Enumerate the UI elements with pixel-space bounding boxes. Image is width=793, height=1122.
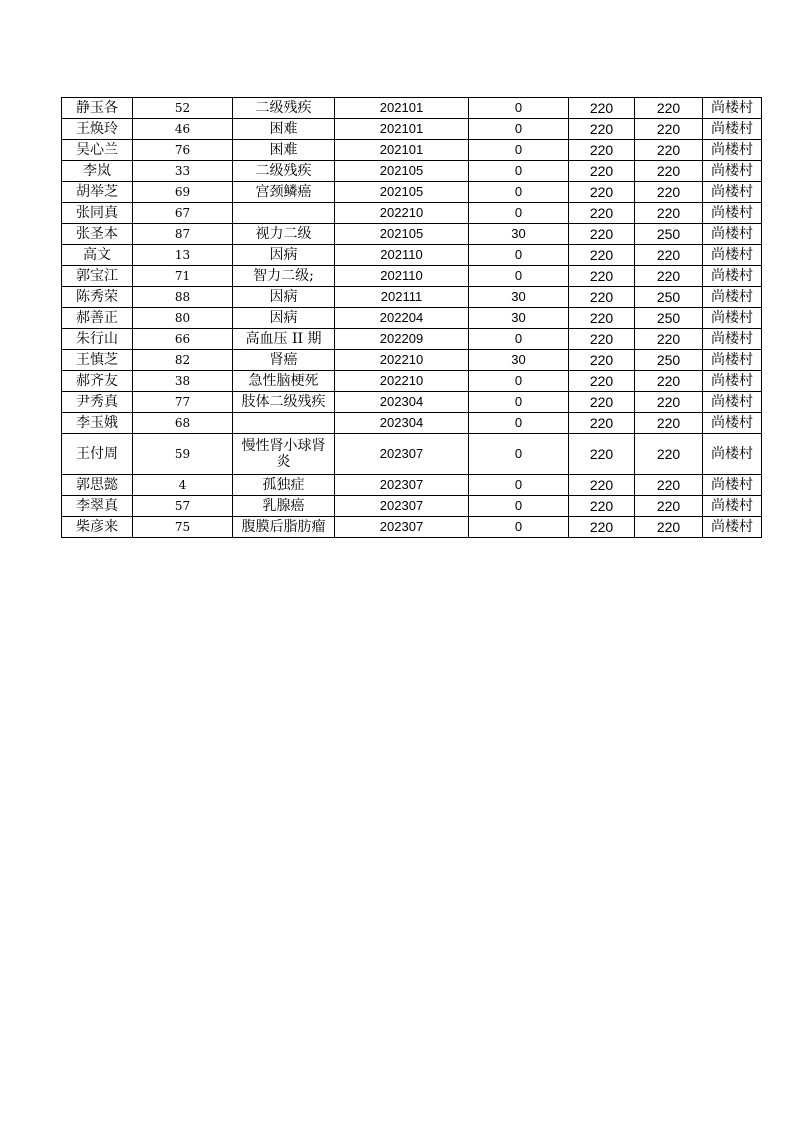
age-cell: 71: [133, 266, 233, 287]
name-cell: 李岚: [62, 161, 133, 182]
condition-cell: 孤独症: [233, 475, 335, 496]
base-amount-cell: 220: [569, 287, 635, 308]
date-cell: 202101: [335, 119, 469, 140]
village-cell: 尚楼村: [703, 517, 762, 538]
table-row: [62, 119, 762, 140]
table-row: [62, 161, 762, 182]
name-cell: 李翠真: [62, 496, 133, 517]
age-cell: 69: [133, 182, 233, 203]
table-row: [62, 266, 762, 287]
table-row: [62, 308, 762, 329]
extra-amount-cell: 0: [469, 496, 569, 517]
age-cell: 57: [133, 496, 233, 517]
village-cell: 尚楼村: [703, 371, 762, 392]
base-amount-cell: 220: [569, 475, 635, 496]
name-cell: 陈秀荣: [62, 287, 133, 308]
date-cell: 202209: [335, 329, 469, 350]
total-amount-cell: 220: [635, 434, 703, 475]
name-cell: 朱行山: [62, 329, 133, 350]
name-cell: 王焕玲: [62, 119, 133, 140]
base-amount-cell: 220: [569, 140, 635, 161]
date-cell: 202307: [335, 517, 469, 538]
village-cell: 尚楼村: [703, 98, 762, 119]
condition-cell: 急性脑梗死: [233, 371, 335, 392]
date-cell: 202307: [335, 434, 469, 475]
condition-cell: 宫颈鳞癌: [233, 182, 335, 203]
condition-cell: [233, 413, 335, 434]
age-cell: 59: [133, 434, 233, 475]
age-cell: 88: [133, 287, 233, 308]
village-cell: 尚楼村: [703, 224, 762, 245]
age-cell: 46: [133, 119, 233, 140]
name-cell: 高文: [62, 245, 133, 266]
date-cell: 202304: [335, 392, 469, 413]
village-cell: 尚楼村: [703, 287, 762, 308]
total-amount-cell: 220: [635, 496, 703, 517]
extra-amount-cell: 0: [469, 475, 569, 496]
name-cell: 郝善正: [62, 308, 133, 329]
table-row: [62, 98, 762, 119]
extra-amount-cell: 0: [469, 434, 569, 475]
base-amount-cell: 220: [569, 434, 635, 475]
condition-cell: 腹膜后脂肪瘤: [233, 517, 335, 538]
base-amount-cell: 220: [569, 496, 635, 517]
age-cell: 66: [133, 329, 233, 350]
condition-cell: 二级残疾: [233, 161, 335, 182]
village-cell: 尚楼村: [703, 496, 762, 517]
age-cell: 75: [133, 517, 233, 538]
village-cell: 尚楼村: [703, 413, 762, 434]
extra-amount-cell: 0: [469, 517, 569, 538]
table-row: [62, 475, 762, 496]
total-amount-cell: 220: [635, 371, 703, 392]
condition-cell: 因病: [233, 245, 335, 266]
village-cell: 尚楼村: [703, 308, 762, 329]
name-cell: 郭宝江: [62, 266, 133, 287]
extra-amount-cell: 0: [469, 413, 569, 434]
base-amount-cell: 220: [569, 517, 635, 538]
table-row: [62, 392, 762, 413]
base-amount-cell: 220: [569, 308, 635, 329]
date-cell: 202110: [335, 266, 469, 287]
date-cell: 202204: [335, 308, 469, 329]
extra-amount-cell: 0: [469, 161, 569, 182]
table-row: [62, 245, 762, 266]
base-amount-cell: 220: [569, 98, 635, 119]
table-row: [62, 371, 762, 392]
date-cell: 202210: [335, 371, 469, 392]
name-cell: 柴彦来: [62, 517, 133, 538]
condition-cell: 肾癌: [233, 350, 335, 371]
name-cell: 郝齐友: [62, 371, 133, 392]
age-cell: 77: [133, 392, 233, 413]
table-body: [62, 98, 762, 538]
extra-amount-cell: 30: [469, 308, 569, 329]
base-amount-cell: 220: [569, 413, 635, 434]
age-cell: 80: [133, 308, 233, 329]
extra-amount-cell: 30: [469, 224, 569, 245]
total-amount-cell: 250: [635, 350, 703, 371]
age-cell: 68: [133, 413, 233, 434]
village-cell: 尚楼村: [703, 140, 762, 161]
name-cell: 王慎芝: [62, 350, 133, 371]
table-row: [62, 413, 762, 434]
table-row: [62, 434, 762, 475]
total-amount-cell: 250: [635, 224, 703, 245]
extra-amount-cell: 30: [469, 350, 569, 371]
date-cell: 202105: [335, 161, 469, 182]
date-cell: 202101: [335, 140, 469, 161]
village-cell: 尚楼村: [703, 329, 762, 350]
condition-cell: 因病: [233, 287, 335, 308]
base-amount-cell: 220: [569, 350, 635, 371]
name-cell: 王付周: [62, 434, 133, 475]
total-amount-cell: 220: [635, 517, 703, 538]
base-amount-cell: 220: [569, 161, 635, 182]
condition-cell: 智力二级;: [233, 266, 335, 287]
age-cell: 33: [133, 161, 233, 182]
condition-cell: 因病: [233, 308, 335, 329]
age-cell: 76: [133, 140, 233, 161]
date-cell: 202101: [335, 98, 469, 119]
village-cell: 尚楼村: [703, 475, 762, 496]
age-cell: 87: [133, 224, 233, 245]
total-amount-cell: 220: [635, 98, 703, 119]
date-cell: 202307: [335, 475, 469, 496]
date-cell: 202210: [335, 350, 469, 371]
date-cell: 202210: [335, 203, 469, 224]
date-cell: 202105: [335, 224, 469, 245]
beneficiary-table: [61, 97, 762, 538]
base-amount-cell: 220: [569, 392, 635, 413]
total-amount-cell: 220: [635, 245, 703, 266]
name-cell: 胡举芝: [62, 182, 133, 203]
total-amount-cell: 220: [635, 140, 703, 161]
total-amount-cell: 220: [635, 329, 703, 350]
base-amount-cell: 220: [569, 266, 635, 287]
base-amount-cell: 220: [569, 119, 635, 140]
total-amount-cell: 220: [635, 413, 703, 434]
village-cell: 尚楼村: [703, 266, 762, 287]
age-cell: 13: [133, 245, 233, 266]
name-cell: 郭思懿: [62, 475, 133, 496]
total-amount-cell: 250: [635, 308, 703, 329]
age-cell: 4: [133, 475, 233, 496]
total-amount-cell: 220: [635, 182, 703, 203]
name-cell: 吴心兰: [62, 140, 133, 161]
village-cell: 尚楼村: [703, 119, 762, 140]
total-amount-cell: 220: [635, 266, 703, 287]
table-row: [62, 203, 762, 224]
date-cell: 202110: [335, 245, 469, 266]
condition-cell: 困难: [233, 119, 335, 140]
village-cell: 尚楼村: [703, 245, 762, 266]
extra-amount-cell: 0: [469, 203, 569, 224]
total-amount-cell: 220: [635, 203, 703, 224]
extra-amount-cell: 30: [469, 287, 569, 308]
age-cell: 52: [133, 98, 233, 119]
base-amount-cell: 220: [569, 371, 635, 392]
date-cell: 202105: [335, 182, 469, 203]
condition-cell: [233, 203, 335, 224]
table-row: [62, 496, 762, 517]
age-cell: 67: [133, 203, 233, 224]
name-cell: 静玉各: [62, 98, 133, 119]
village-cell: 尚楼村: [703, 392, 762, 413]
village-cell: 尚楼村: [703, 350, 762, 371]
village-cell: 尚楼村: [703, 434, 762, 475]
condition-cell: 视力二级: [233, 224, 335, 245]
extra-amount-cell: 0: [469, 329, 569, 350]
age-cell: 82: [133, 350, 233, 371]
extra-amount-cell: 0: [469, 182, 569, 203]
condition-cell: 困难: [233, 140, 335, 161]
extra-amount-cell: 0: [469, 371, 569, 392]
extra-amount-cell: 0: [469, 140, 569, 161]
base-amount-cell: 220: [569, 203, 635, 224]
condition-cell: 慢性肾小球肾炎: [233, 434, 335, 475]
base-amount-cell: 220: [569, 329, 635, 350]
condition-cell: 乳腺癌: [233, 496, 335, 517]
total-amount-cell: 220: [635, 119, 703, 140]
table-row: [62, 350, 762, 371]
date-cell: 202304: [335, 413, 469, 434]
total-amount-cell: 220: [635, 392, 703, 413]
date-cell: 202307: [335, 496, 469, 517]
table-row: [62, 182, 762, 203]
extra-amount-cell: 0: [469, 392, 569, 413]
table-row: [62, 287, 762, 308]
total-amount-cell: 250: [635, 287, 703, 308]
extra-amount-cell: 0: [469, 245, 569, 266]
age-cell: 38: [133, 371, 233, 392]
condition-cell: 高血压 II 期: [233, 329, 335, 350]
table-row: [62, 140, 762, 161]
base-amount-cell: 220: [569, 245, 635, 266]
village-cell: 尚楼村: [703, 161, 762, 182]
base-amount-cell: 220: [569, 224, 635, 245]
name-cell: 李玉娥: [62, 413, 133, 434]
village-cell: 尚楼村: [703, 182, 762, 203]
base-amount-cell: 220: [569, 182, 635, 203]
condition-cell: 肢体二级残疾: [233, 392, 335, 413]
village-cell: 尚楼村: [703, 203, 762, 224]
table-row: [62, 517, 762, 538]
name-cell: 尹秀真: [62, 392, 133, 413]
condition-cell: 二级残疾: [233, 98, 335, 119]
table-row: [62, 329, 762, 350]
total-amount-cell: 220: [635, 161, 703, 182]
date-cell: 202111: [335, 287, 469, 308]
total-amount-cell: 220: [635, 475, 703, 496]
name-cell: 张同真: [62, 203, 133, 224]
table-row: [62, 224, 762, 245]
extra-amount-cell: 0: [469, 119, 569, 140]
extra-amount-cell: 0: [469, 98, 569, 119]
name-cell: 张圣本: [62, 224, 133, 245]
extra-amount-cell: 0: [469, 266, 569, 287]
